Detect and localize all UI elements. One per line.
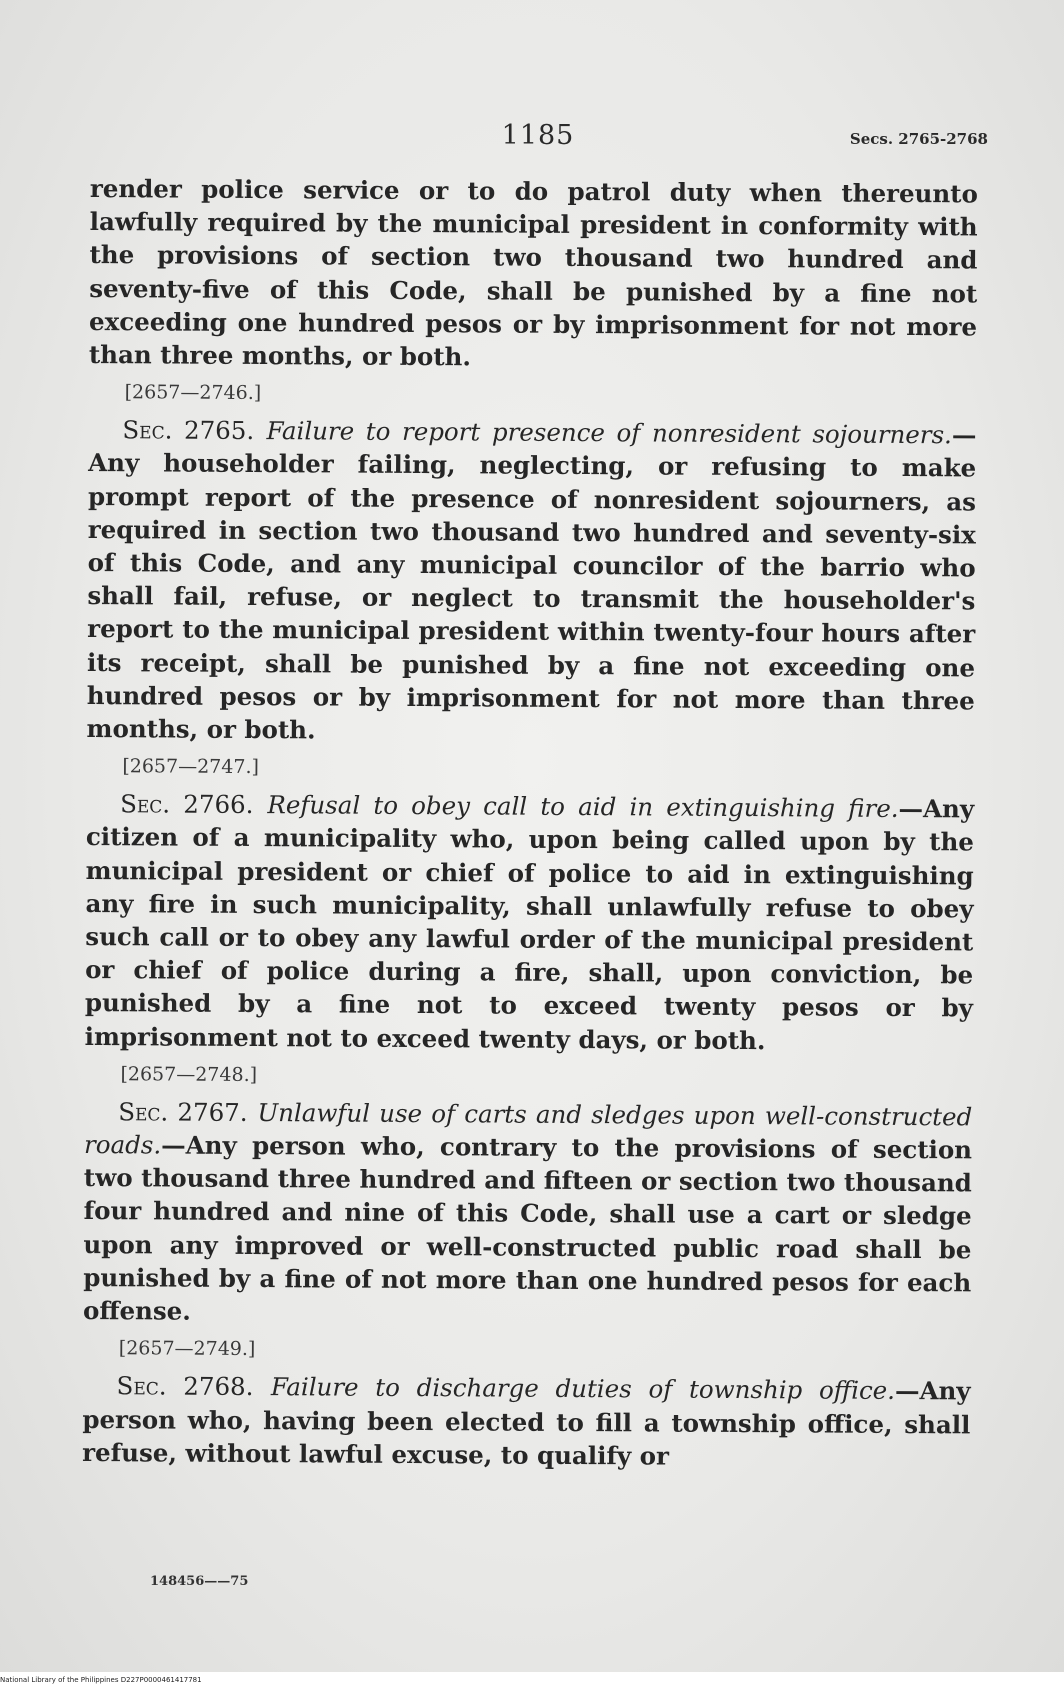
citation: [2657—2747.]: [122, 755, 260, 779]
section-text: —Any citizen of a municipality who, upon being called upon by the municipal president or chief of police to aid in extinguishing any fire in such municipality, shall unlawfully refuse to obey such call or to obey any lawful order of the municipal president or chief of police during a fire, shall, upon conviction, be punished by a fine not to exceed twenty pesos or by imprisonment not to exceed twenty days, or both.: [84, 794, 975, 1055]
section-text: —Any householder failing, neglecting, or refusing to make prompt report of the presence of nonresident sojourners, as required in section two thousand two hundred and seventy-six of this Code, and any municipal councilor of the barrio who shall fail, refuse, or neglect to transmit the householder's report to the municipal president within twenty-four hours after its receipt, shall be punished by a fine not exceeding one hundred pesos or by imprisonment for not more than three months, or both.: [86, 420, 977, 745]
continued-paragraph: render police service or to do patrol duty when thereunto lawfully required by the municipal president in conformity with the provisions of section two thousand two hundred and seventy-five of this Code, shall be punished by a fine not exceeding one hundred pesos or by imprisonment for not more than three months, or both.: [88, 173, 978, 372]
scan-credit-strip: [0, 1672, 1064, 1686]
section-2765: [86, 413, 976, 750]
section-label: Sec. 2767.: [118, 1097, 248, 1127]
section-label: Sec. 2768.: [116, 1371, 254, 1402]
body-text: [82, 172, 978, 1474]
page-header: [88, 120, 988, 160]
section-2768: [82, 1369, 971, 1474]
section-title: Refusal to obey call to aid in extinguishing fire.: [267, 790, 899, 824]
section-text: —Any person who, contrary to the provisions of section two thousand three hundred and fifteen or section two thousand four hundred and nine of this Code, shall use a cart or sledge upon any improved or well-constructed public road shall be punished by a fine of not more than one hundred pesos for each offense.: [82, 1130, 973, 1326]
section-label: Sec. 2766.: [120, 789, 254, 820]
print-mark: 148456——75: [150, 1574, 249, 1589]
citation: [2657—2748.]: [120, 1063, 258, 1086]
section-text: —Any person who, having been elected to fill a township office, shall refuse, without lawful excuse, to qualify or: [82, 1376, 971, 1471]
section-label: Sec. 2765.: [122, 415, 255, 446]
section-title: Unlawful use of carts and sledges upon well-constructed roads.: [83, 1097, 973, 1160]
section-2766: [85, 787, 975, 1058]
page-number: 1185: [501, 120, 575, 151]
section-range: Secs. 2765-2768: [849, 130, 988, 148]
section-2767: [83, 1095, 972, 1333]
citation: [2657—2746.]: [124, 381, 262, 405]
section-title: Failure to report presence of nonresident sojourners.: [266, 416, 952, 450]
section-title: Failure to discharge duties of township office.: [270, 1372, 896, 1406]
scan-credit: National Library of the Philippines D227P0000461417781: [0, 1676, 202, 1684]
citation: [2657—2749.]: [118, 1337, 256, 1361]
